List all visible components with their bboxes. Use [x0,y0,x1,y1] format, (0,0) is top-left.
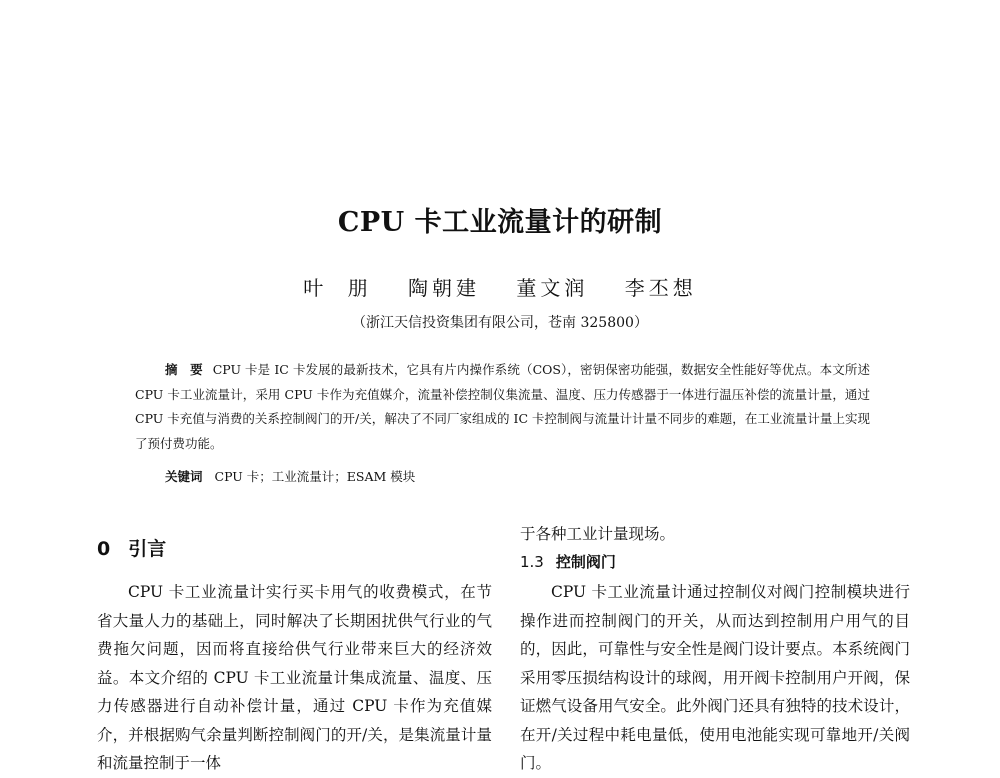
abstract-label: 摘 要 [165,362,203,377]
introduction-body [97,578,492,778]
abstract-text: CPU 卡是 IC 卡发展的最新技术，它具有片内操作系统（COS），密钥保密功能强，数据安全性能好等优点。本文所述 CPU 卡工业流量计，采用 CPU 卡作为充值媒介，流量补偿控制仪集流量、温度、压力传感器于一体进行温压补偿的流量计量，通过 CPU 卡充值与消费的关系控制阀门的开/关，解决了不同厂家组成的 IC 卡控制阀与流量计计量不同步的难题，在工业流量计量上实现了预付费功能。 [135,362,870,451]
abstract [135,358,870,456]
author-list [0,272,1000,301]
affiliation: （浙江天信投资集团有限公司，苍南 325800） [352,315,648,331]
section-number: 0 [97,538,111,560]
author-name: 董文润 [516,276,589,300]
subsection-heading-control-valve [520,548,616,576]
control-valve-body [520,578,910,778]
keywords [165,467,865,485]
paper-title: CPU 卡工业流量计的研制 [337,207,663,238]
section-heading-introduction [97,534,166,561]
keywords-label: 关键词 [165,469,203,484]
subsection-title: 控制阀门 [555,553,616,571]
control-valve-paragraph: CPU 卡工业流量计通过控制仪对阀门控制模块进行操作进而控制阀门的开关，从而达到控制用户用气的目的，因此，可靠性与安全性是阀门设计要点。本系统阀门采用零压损结构设计的球阀，用开阀卡控制用户开阀，保证燃气设备用气安全。此外阀门还具有独特的技术设计，在开/关过程中耗电量低，使用电池能实现可靠地开/关阀门。 [520,583,910,772]
section-title: 引言 [128,538,167,560]
author-name: 陶朝建 [408,276,480,300]
author-name: 李丕想 [624,276,697,300]
continued-text: 于各种工业计量现场。 [520,525,676,543]
subsection-number: 1.3 [520,553,544,571]
introduction-paragraph: CPU 卡工业流量计实行买卡用气的收费模式，在节省大量人力的基础上，同时解决了长期困扰供气行业的气费拖欠问题，因而将直接给供气行业带来巨大的经济效益。本文介绍的 CPU 卡工业流量计集成流量、温度、压力传感器进行自动补偿计量，通过 CPU 卡作为充值媒介，并根据购气余量判断控制阀门的开/关，是集流量计量和流量控制于一体 [97,583,492,772]
keywords-text: CPU 卡；工业流量计；ESAM 模块 [214,469,416,484]
author-name: 叶 朋 [303,276,372,300]
